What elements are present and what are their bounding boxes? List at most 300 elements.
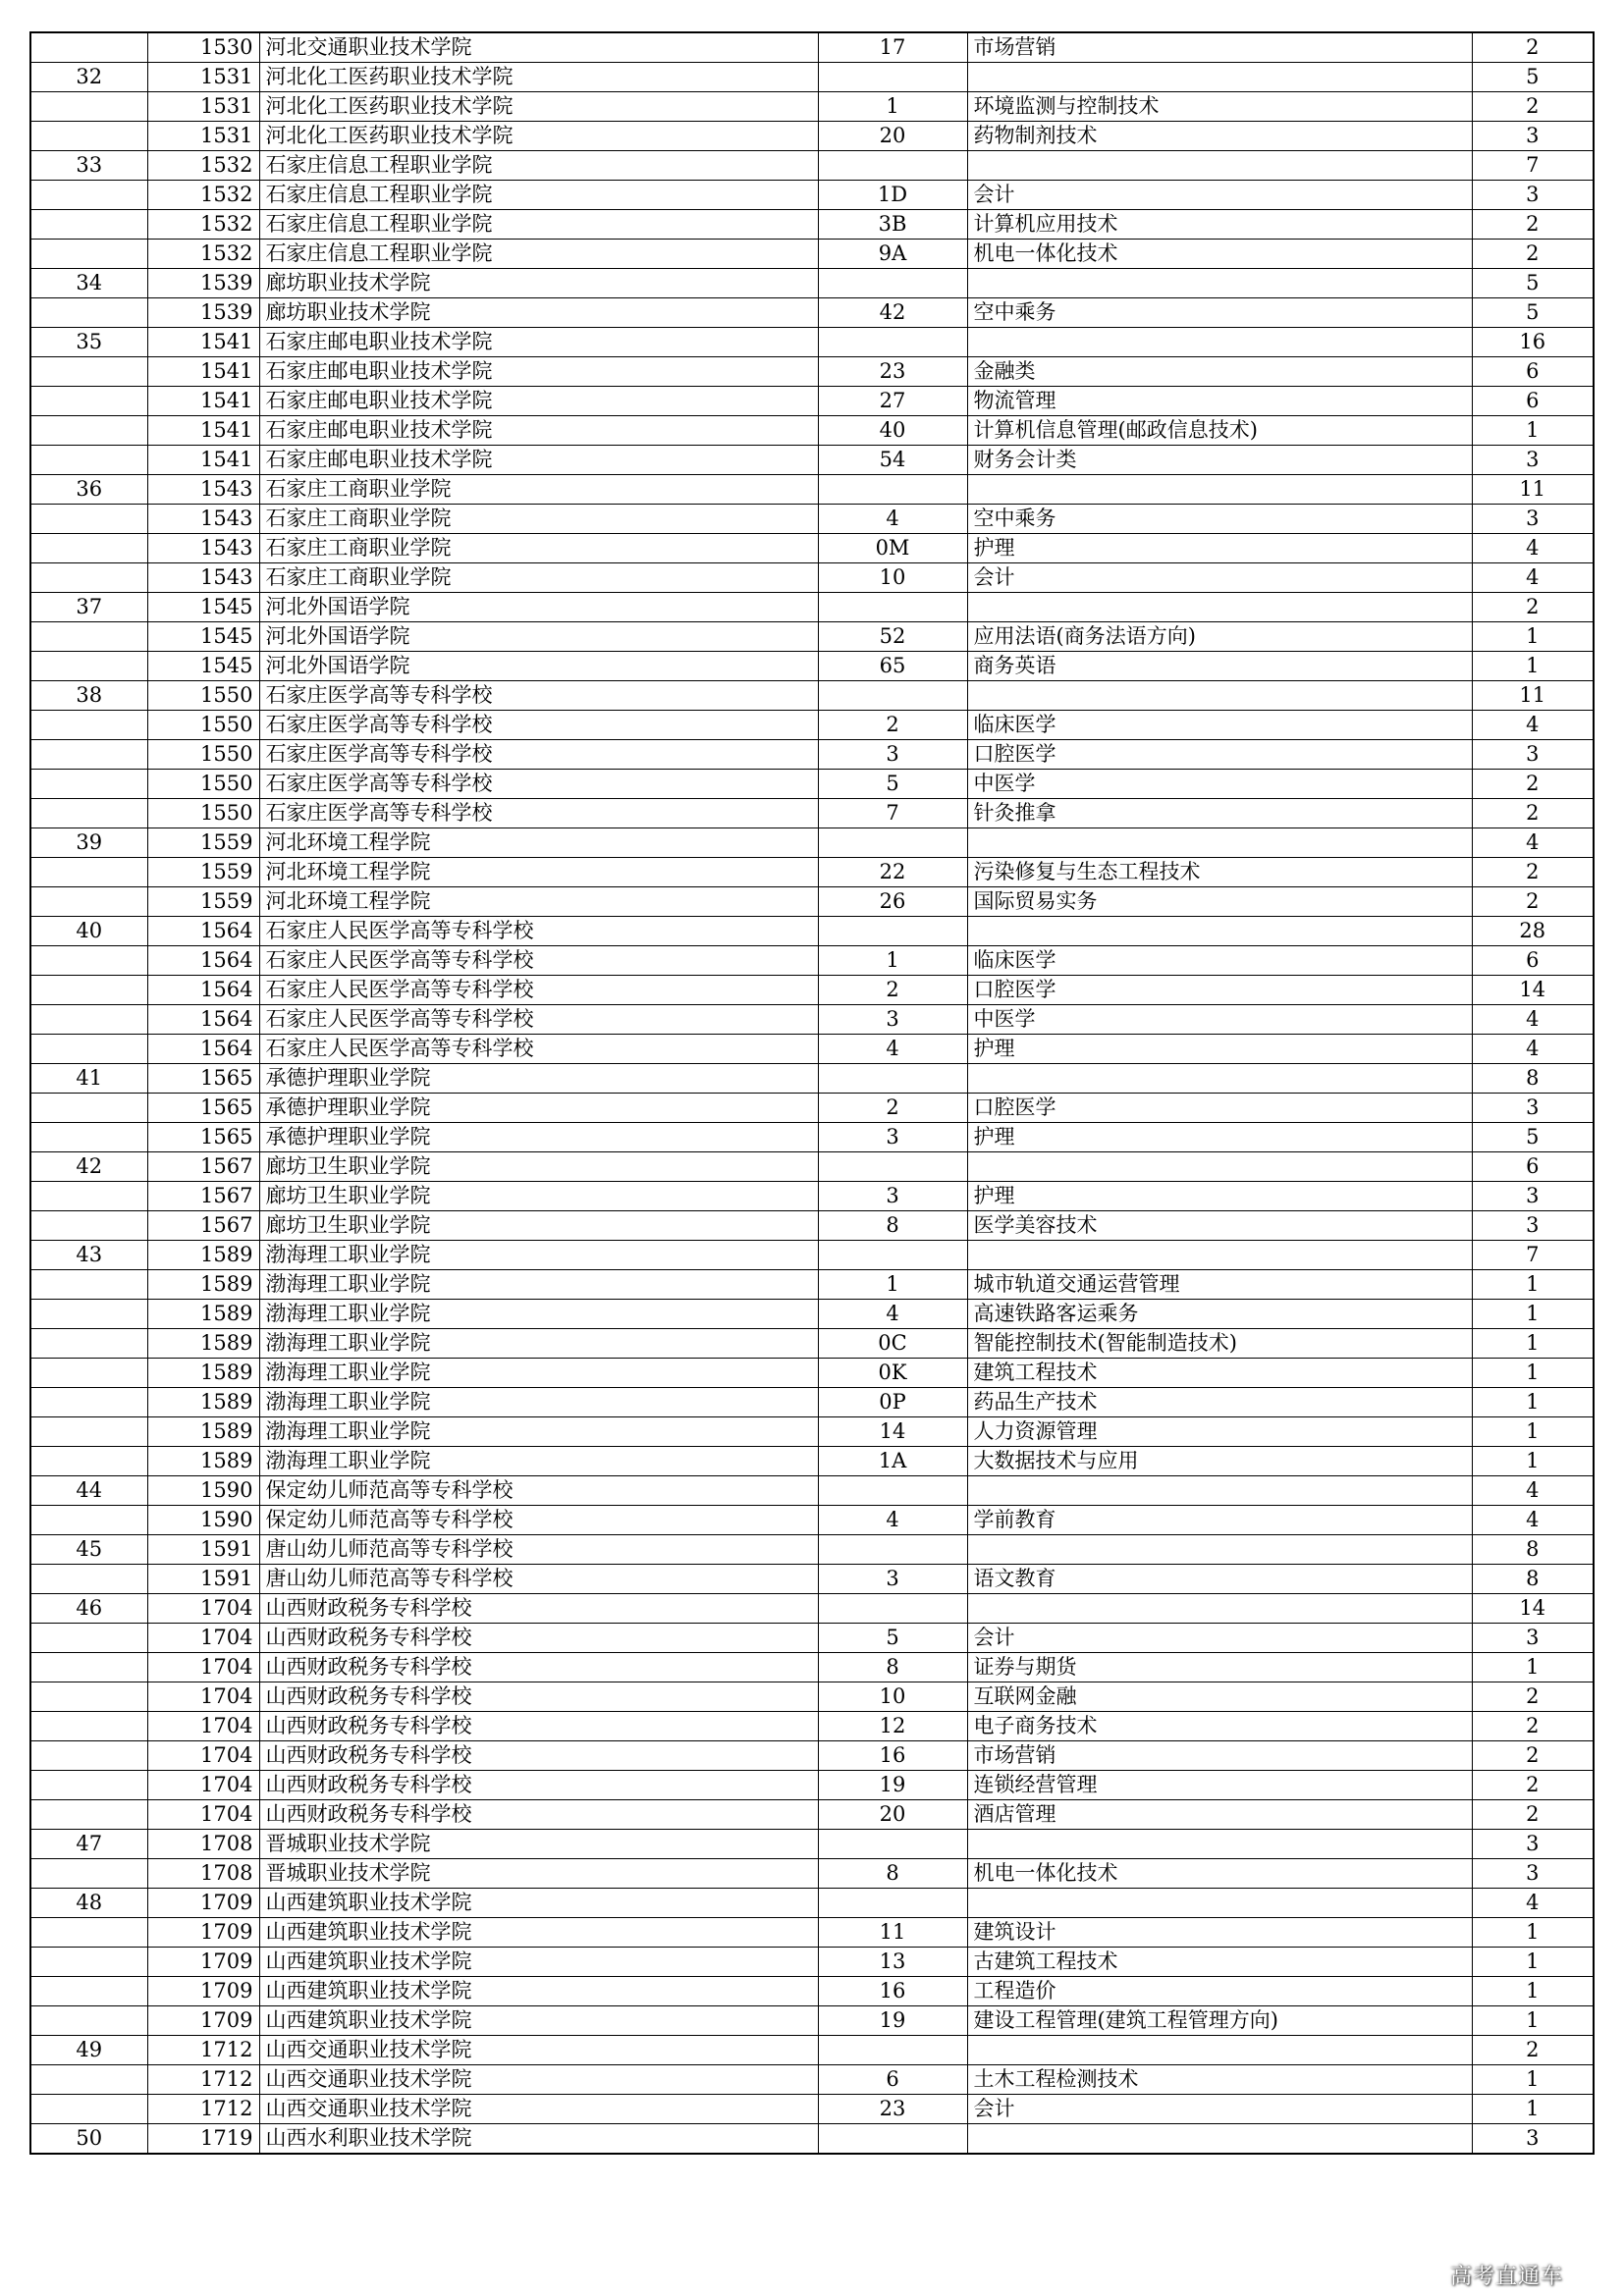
major-name-cell xyxy=(967,151,1472,181)
school-name-cell: 石家庄人民医学高等专科学校 xyxy=(259,917,818,946)
major-name-cell: 财务会计类 xyxy=(967,446,1472,475)
major-name-cell: 酒店管理 xyxy=(967,1800,1472,1830)
seq-cell xyxy=(30,416,147,446)
plan-count-cell: 14 xyxy=(1472,1594,1594,1624)
school-name-cell: 石家庄信息工程职业学院 xyxy=(259,181,818,210)
school-code-cell: 1589 xyxy=(147,1241,259,1270)
plan-count-cell: 1 xyxy=(1472,416,1594,446)
plan-count-cell: 2 xyxy=(1472,240,1594,269)
seq-cell xyxy=(30,2065,147,2095)
major-name-cell: 大数据技术与应用 xyxy=(967,1447,1472,1476)
school-code-cell: 1541 xyxy=(147,328,259,357)
major-code-cell: 13 xyxy=(818,1948,967,1977)
major-code-cell: 3 xyxy=(818,1005,967,1035)
school-code-cell: 1550 xyxy=(147,799,259,828)
table-row xyxy=(30,151,1594,181)
major-code-cell xyxy=(818,1535,967,1565)
major-name-cell: 计算机应用技术 xyxy=(967,210,1472,240)
table-row xyxy=(30,1270,1594,1300)
school-code-cell: 1708 xyxy=(147,1859,259,1889)
school-name-cell: 廊坊卫生职业学院 xyxy=(259,1152,818,1182)
school-code-cell: 1559 xyxy=(147,828,259,858)
major-name-cell: 中医学 xyxy=(967,770,1472,799)
seq-cell xyxy=(30,1270,147,1300)
school-name-cell: 渤海理工职业学院 xyxy=(259,1447,818,1476)
table-row xyxy=(30,1447,1594,1476)
major-code-cell: 0P xyxy=(818,1388,967,1417)
plan-count-cell: 1 xyxy=(1472,1388,1594,1417)
table-row xyxy=(30,1064,1594,1094)
major-code-cell: 0K xyxy=(818,1359,967,1388)
major-code-cell: 22 xyxy=(818,858,967,887)
school-code-cell: 1591 xyxy=(147,1535,259,1565)
major-name-cell: 市场营销 xyxy=(967,1741,1472,1771)
major-name-cell: 污染修复与生态工程技术 xyxy=(967,858,1472,887)
major-code-cell: 42 xyxy=(818,298,967,328)
seq-cell: 36 xyxy=(30,475,147,505)
seq-cell: 47 xyxy=(30,1830,147,1859)
major-name-cell: 医学美容技术 xyxy=(967,1211,1472,1241)
table-row xyxy=(30,1653,1594,1682)
school-code-cell: 1590 xyxy=(147,1476,259,1506)
major-name-cell: 护理 xyxy=(967,1182,1472,1211)
plan-count-cell: 2 xyxy=(1472,92,1594,122)
school-code-cell: 1589 xyxy=(147,1359,259,1388)
table-row xyxy=(30,1948,1594,1977)
seq-cell xyxy=(30,799,147,828)
table-row xyxy=(30,63,1594,92)
school-code-cell: 1589 xyxy=(147,1447,259,1476)
major-code-cell xyxy=(818,63,967,92)
table-row xyxy=(30,1123,1594,1152)
school-code-cell: 1565 xyxy=(147,1094,259,1123)
major-name-cell: 口腔医学 xyxy=(967,740,1472,770)
major-code-cell: 3 xyxy=(818,1565,967,1594)
seq-cell: 32 xyxy=(30,63,147,92)
table-row xyxy=(30,1506,1594,1535)
table-row xyxy=(30,1771,1594,1800)
table-row xyxy=(30,1977,1594,2006)
plan-count-cell: 5 xyxy=(1472,63,1594,92)
school-name-cell: 渤海理工职业学院 xyxy=(259,1329,818,1359)
seq-cell: 46 xyxy=(30,1594,147,1624)
school-code-cell: 1704 xyxy=(147,1741,259,1771)
school-code-cell: 1709 xyxy=(147,1889,259,1918)
major-name-cell: 会计 xyxy=(967,181,1472,210)
major-code-cell: 40 xyxy=(818,416,967,446)
school-code-cell: 1709 xyxy=(147,1918,259,1948)
plan-count-cell: 5 xyxy=(1472,1123,1594,1152)
plan-count-cell: 3 xyxy=(1472,1094,1594,1123)
table-row xyxy=(30,1859,1594,1889)
major-name-cell: 临床医学 xyxy=(967,711,1472,740)
table-row xyxy=(30,681,1594,711)
plan-count-cell: 6 xyxy=(1472,387,1594,416)
school-code-cell: 1532 xyxy=(147,181,259,210)
school-code-cell: 1567 xyxy=(147,1152,259,1182)
seq-cell xyxy=(30,387,147,416)
major-name-cell: 人力资源管理 xyxy=(967,1417,1472,1447)
school-name-cell: 保定幼儿师范高等专科学校 xyxy=(259,1506,818,1535)
plan-count-cell: 8 xyxy=(1472,1565,1594,1594)
major-name-cell: 会计 xyxy=(967,1624,1472,1653)
major-name-cell: 土木工程检测技术 xyxy=(967,2065,1472,2095)
school-code-cell: 1550 xyxy=(147,711,259,740)
plan-count-cell: 3 xyxy=(1472,1211,1594,1241)
table-row xyxy=(30,1359,1594,1388)
table-row xyxy=(30,505,1594,534)
major-name-cell: 商务英语 xyxy=(967,652,1472,681)
seq-cell: 34 xyxy=(30,269,147,298)
major-code-cell: 1 xyxy=(818,946,967,976)
seq-cell xyxy=(30,534,147,563)
school-name-cell: 渤海理工职业学院 xyxy=(259,1417,818,1447)
plan-count-cell: 1 xyxy=(1472,1977,1594,2006)
major-name-cell: 建筑设计 xyxy=(967,1918,1472,1948)
seq-cell xyxy=(30,1712,147,1741)
school-name-cell: 廊坊卫生职业学院 xyxy=(259,1211,818,1241)
plan-count-cell: 7 xyxy=(1472,151,1594,181)
watermark-text: 高考直通车 xyxy=(1449,2265,1563,2289)
table-row xyxy=(30,240,1594,269)
school-name-cell: 河北外国语学院 xyxy=(259,652,818,681)
school-name-cell: 保定幼儿师范高等专科学校 xyxy=(259,1476,818,1506)
school-name-cell: 渤海理工职业学院 xyxy=(259,1270,818,1300)
major-code-cell xyxy=(818,1241,967,1270)
school-code-cell: 1541 xyxy=(147,416,259,446)
table-row xyxy=(30,740,1594,770)
school-code-cell: 1564 xyxy=(147,1035,259,1064)
major-name-cell: 护理 xyxy=(967,534,1472,563)
seq-cell xyxy=(30,1506,147,1535)
major-code-cell: 26 xyxy=(818,887,967,917)
seq-cell xyxy=(30,1123,147,1152)
plan-count-cell: 1 xyxy=(1472,1948,1594,1977)
seq-cell xyxy=(30,1329,147,1359)
school-code-cell: 1589 xyxy=(147,1417,259,1447)
school-name-cell: 石家庄邮电职业技术学院 xyxy=(259,357,818,387)
table-row xyxy=(30,652,1594,681)
school-code-cell: 1543 xyxy=(147,534,259,563)
major-code-cell xyxy=(818,151,967,181)
seq-cell xyxy=(30,298,147,328)
table-row xyxy=(30,593,1594,622)
major-code-cell: 16 xyxy=(818,1977,967,2006)
seq-cell xyxy=(30,1682,147,1712)
plan-count-cell: 1 xyxy=(1472,2065,1594,2095)
plan-count-cell: 1 xyxy=(1472,622,1594,652)
major-name-cell: 环境监测与控制技术 xyxy=(967,92,1472,122)
plan-count-cell: 3 xyxy=(1472,181,1594,210)
seq-cell: 33 xyxy=(30,151,147,181)
seq-cell: 41 xyxy=(30,1064,147,1094)
school-code-cell: 1704 xyxy=(147,1771,259,1800)
major-code-cell: 1D xyxy=(818,181,967,210)
major-code-cell: 2 xyxy=(818,976,967,1005)
major-code-cell: 8 xyxy=(818,1211,967,1241)
school-name-cell: 石家庄工商职业学院 xyxy=(259,534,818,563)
seq-cell: 48 xyxy=(30,1889,147,1918)
table-row xyxy=(30,770,1594,799)
school-name-cell: 晋城职业技术学院 xyxy=(259,1859,818,1889)
seq-cell xyxy=(30,858,147,887)
school-name-cell: 石家庄医学高等专科学校 xyxy=(259,740,818,770)
school-code-cell: 1532 xyxy=(147,240,259,269)
major-name-cell: 药物制剂技术 xyxy=(967,122,1472,151)
plan-count-cell: 3 xyxy=(1472,505,1594,534)
major-code-cell: 4 xyxy=(818,1506,967,1535)
major-name-cell xyxy=(967,681,1472,711)
plan-count-cell: 3 xyxy=(1472,122,1594,151)
seq-cell xyxy=(30,1300,147,1329)
plan-count-cell: 2 xyxy=(1472,1712,1594,1741)
table-row xyxy=(30,1682,1594,1712)
school-code-cell: 1545 xyxy=(147,622,259,652)
plan-count-cell: 2 xyxy=(1472,799,1594,828)
table-row xyxy=(30,92,1594,122)
school-code-cell: 1539 xyxy=(147,269,259,298)
plan-count-cell: 2 xyxy=(1472,32,1594,63)
major-name-cell: 智能控制技术(智能制造技术) xyxy=(967,1329,1472,1359)
table-row xyxy=(30,298,1594,328)
school-name-cell: 山西交通职业技术学院 xyxy=(259,2095,818,2124)
school-code-cell: 1559 xyxy=(147,887,259,917)
seq-cell xyxy=(30,1918,147,1948)
school-name-cell: 山西建筑职业技术学院 xyxy=(259,2006,818,2036)
plan-count-cell: 1 xyxy=(1472,2006,1594,2036)
plan-count-cell: 4 xyxy=(1472,828,1594,858)
major-code-cell: 27 xyxy=(818,387,967,416)
school-code-cell: 1709 xyxy=(147,1977,259,2006)
major-code-cell: 65 xyxy=(818,652,967,681)
table-row xyxy=(30,917,1594,946)
school-code-cell: 1541 xyxy=(147,446,259,475)
major-name-cell: 电子商务技术 xyxy=(967,1712,1472,1741)
major-code-cell xyxy=(818,1152,967,1182)
plan-count-cell: 4 xyxy=(1472,563,1594,593)
major-name-cell: 语文教育 xyxy=(967,1565,1472,1594)
school-name-cell: 石家庄医学高等专科学校 xyxy=(259,770,818,799)
plan-count-cell: 1 xyxy=(1472,1653,1594,1682)
major-name-cell: 口腔医学 xyxy=(967,1094,1472,1123)
school-code-cell: 1564 xyxy=(147,976,259,1005)
seq-cell xyxy=(30,652,147,681)
seq-cell xyxy=(30,740,147,770)
major-code-cell xyxy=(818,917,967,946)
seq-cell xyxy=(30,122,147,151)
plan-count-cell: 4 xyxy=(1472,711,1594,740)
major-code-cell: 1 xyxy=(818,92,967,122)
plan-count-cell: 1 xyxy=(1472,1329,1594,1359)
table-row xyxy=(30,2036,1594,2065)
major-name-cell: 机电一体化技术 xyxy=(967,240,1472,269)
school-name-cell: 山西财政税务专科学校 xyxy=(259,1771,818,1800)
school-name-cell: 河北化工医药职业技术学院 xyxy=(259,92,818,122)
seq-cell xyxy=(30,1859,147,1889)
school-name-cell: 渤海理工职业学院 xyxy=(259,1300,818,1329)
seq-cell: 42 xyxy=(30,1152,147,1182)
plan-count-cell: 14 xyxy=(1472,976,1594,1005)
table-row xyxy=(30,2095,1594,2124)
school-name-cell: 承德护理职业学院 xyxy=(259,1064,818,1094)
school-name-cell: 廊坊职业技术学院 xyxy=(259,269,818,298)
school-code-cell: 1704 xyxy=(147,1653,259,1682)
school-code-cell: 1531 xyxy=(147,63,259,92)
seq-cell xyxy=(30,1182,147,1211)
school-code-cell: 1589 xyxy=(147,1270,259,1300)
table-row xyxy=(30,181,1594,210)
seq-cell: 37 xyxy=(30,593,147,622)
school-code-cell: 1565 xyxy=(147,1123,259,1152)
seq-cell xyxy=(30,770,147,799)
seq-cell xyxy=(30,1565,147,1594)
plan-count-cell: 7 xyxy=(1472,1241,1594,1270)
school-name-cell: 石家庄医学高等专科学校 xyxy=(259,711,818,740)
seq-cell xyxy=(30,1771,147,1800)
school-code-cell: 1712 xyxy=(147,2036,259,2065)
plan-count-cell: 1 xyxy=(1472,1270,1594,1300)
school-code-cell: 1559 xyxy=(147,858,259,887)
major-code-cell: 5 xyxy=(818,1624,967,1653)
major-name-cell xyxy=(967,1476,1472,1506)
school-name-cell: 石家庄医学高等专科学校 xyxy=(259,799,818,828)
school-name-cell: 石家庄邮电职业技术学院 xyxy=(259,416,818,446)
school-code-cell: 1541 xyxy=(147,357,259,387)
table-row xyxy=(30,534,1594,563)
school-name-cell: 山西交通职业技术学院 xyxy=(259,2065,818,2095)
seq-cell xyxy=(30,1005,147,1035)
school-name-cell: 石家庄信息工程职业学院 xyxy=(259,240,818,269)
plan-count-cell: 3 xyxy=(1472,1830,1594,1859)
table-row xyxy=(30,269,1594,298)
table-row xyxy=(30,475,1594,505)
school-name-cell: 石家庄医学高等专科学校 xyxy=(259,681,818,711)
school-code-cell: 1704 xyxy=(147,1594,259,1624)
school-code-cell: 1539 xyxy=(147,298,259,328)
school-code-cell: 1589 xyxy=(147,1388,259,1417)
school-name-cell: 山西建筑职业技术学院 xyxy=(259,1977,818,2006)
school-name-cell: 河北交通职业技术学院 xyxy=(259,32,818,63)
seq-cell xyxy=(30,446,147,475)
seq-cell xyxy=(30,622,147,652)
major-name-cell: 空中乘务 xyxy=(967,505,1472,534)
plan-count-cell: 1 xyxy=(1472,1417,1594,1447)
major-name-cell: 中医学 xyxy=(967,1005,1472,1035)
major-code-cell: 14 xyxy=(818,1417,967,1447)
school-name-cell: 廊坊卫生职业学院 xyxy=(259,1182,818,1211)
table-row xyxy=(30,887,1594,917)
plan-count-cell: 11 xyxy=(1472,681,1594,711)
major-code-cell: 3 xyxy=(818,1182,967,1211)
plan-count-cell: 2 xyxy=(1472,887,1594,917)
school-name-cell: 山西水利职业技术学院 xyxy=(259,2124,818,2155)
major-code-cell: 12 xyxy=(818,1712,967,1741)
school-code-cell: 1590 xyxy=(147,1506,259,1535)
seq-cell xyxy=(30,32,147,63)
major-name-cell xyxy=(967,593,1472,622)
major-name-cell: 空中乘务 xyxy=(967,298,1472,328)
major-name-cell: 金融类 xyxy=(967,357,1472,387)
major-code-cell: 10 xyxy=(818,563,967,593)
table-row xyxy=(30,446,1594,475)
table-row xyxy=(30,32,1594,63)
major-code-cell: 0M xyxy=(818,534,967,563)
major-name-cell xyxy=(967,63,1472,92)
school-code-cell: 1708 xyxy=(147,1830,259,1859)
school-code-cell: 1564 xyxy=(147,946,259,976)
school-name-cell: 河北环境工程学院 xyxy=(259,828,818,858)
school-code-cell: 1719 xyxy=(147,2124,259,2155)
major-name-cell xyxy=(967,2036,1472,2065)
table-row xyxy=(30,1830,1594,1859)
school-name-cell: 河北化工医药职业技术学院 xyxy=(259,122,818,151)
major-code-cell: 1 xyxy=(818,1270,967,1300)
seq-cell: 49 xyxy=(30,2036,147,2065)
school-code-cell: 1709 xyxy=(147,2006,259,2036)
major-code-cell xyxy=(818,1594,967,1624)
major-code-cell: 23 xyxy=(818,2095,967,2124)
plan-count-cell: 2 xyxy=(1472,770,1594,799)
major-code-cell xyxy=(818,1830,967,1859)
table-row xyxy=(30,1300,1594,1329)
major-code-cell xyxy=(818,1064,967,1094)
school-name-cell: 河北外国语学院 xyxy=(259,593,818,622)
school-code-cell: 1530 xyxy=(147,32,259,63)
table-row xyxy=(30,1800,1594,1830)
admission-plan-table xyxy=(29,31,1595,2155)
seq-cell xyxy=(30,2006,147,2036)
school-code-cell: 1591 xyxy=(147,1565,259,1594)
major-name-cell xyxy=(967,828,1472,858)
major-code-cell xyxy=(818,1889,967,1918)
major-code-cell: 4 xyxy=(818,1300,967,1329)
major-code-cell: 8 xyxy=(818,1653,967,1682)
table-row xyxy=(30,1624,1594,1653)
school-name-cell: 山西建筑职业技术学院 xyxy=(259,1948,818,1977)
major-name-cell xyxy=(967,917,1472,946)
seq-cell xyxy=(30,240,147,269)
school-code-cell: 1550 xyxy=(147,770,259,799)
plan-count-cell: 4 xyxy=(1472,534,1594,563)
major-name-cell: 建筑工程技术 xyxy=(967,1359,1472,1388)
major-name-cell: 应用法语(商务法语方向) xyxy=(967,622,1472,652)
plan-count-cell: 8 xyxy=(1472,1064,1594,1094)
seq-cell xyxy=(30,1388,147,1417)
table-row xyxy=(30,1241,1594,1270)
plan-count-cell: 1 xyxy=(1472,1300,1594,1329)
plan-count-cell: 3 xyxy=(1472,446,1594,475)
school-name-cell: 石家庄信息工程职业学院 xyxy=(259,151,818,181)
school-code-cell: 1541 xyxy=(147,387,259,416)
school-name-cell: 廊坊职业技术学院 xyxy=(259,298,818,328)
plan-count-cell: 2 xyxy=(1472,1682,1594,1712)
table-row xyxy=(30,1741,1594,1771)
plan-count-cell: 3 xyxy=(1472,2124,1594,2155)
seq-cell: 44 xyxy=(30,1476,147,1506)
major-name-cell xyxy=(967,1152,1472,1182)
seq-cell xyxy=(30,976,147,1005)
table-row xyxy=(30,1565,1594,1594)
plan-count-cell: 1 xyxy=(1472,652,1594,681)
plan-count-cell: 1 xyxy=(1472,1359,1594,1388)
major-code-cell xyxy=(818,475,967,505)
school-name-cell: 山西建筑职业技术学院 xyxy=(259,1889,818,1918)
seq-cell: 50 xyxy=(30,2124,147,2155)
school-name-cell: 石家庄工商职业学院 xyxy=(259,505,818,534)
table-row xyxy=(30,1535,1594,1565)
school-name-cell: 唐山幼儿师范高等专科学校 xyxy=(259,1535,818,1565)
plan-count-cell: 4 xyxy=(1472,1035,1594,1064)
